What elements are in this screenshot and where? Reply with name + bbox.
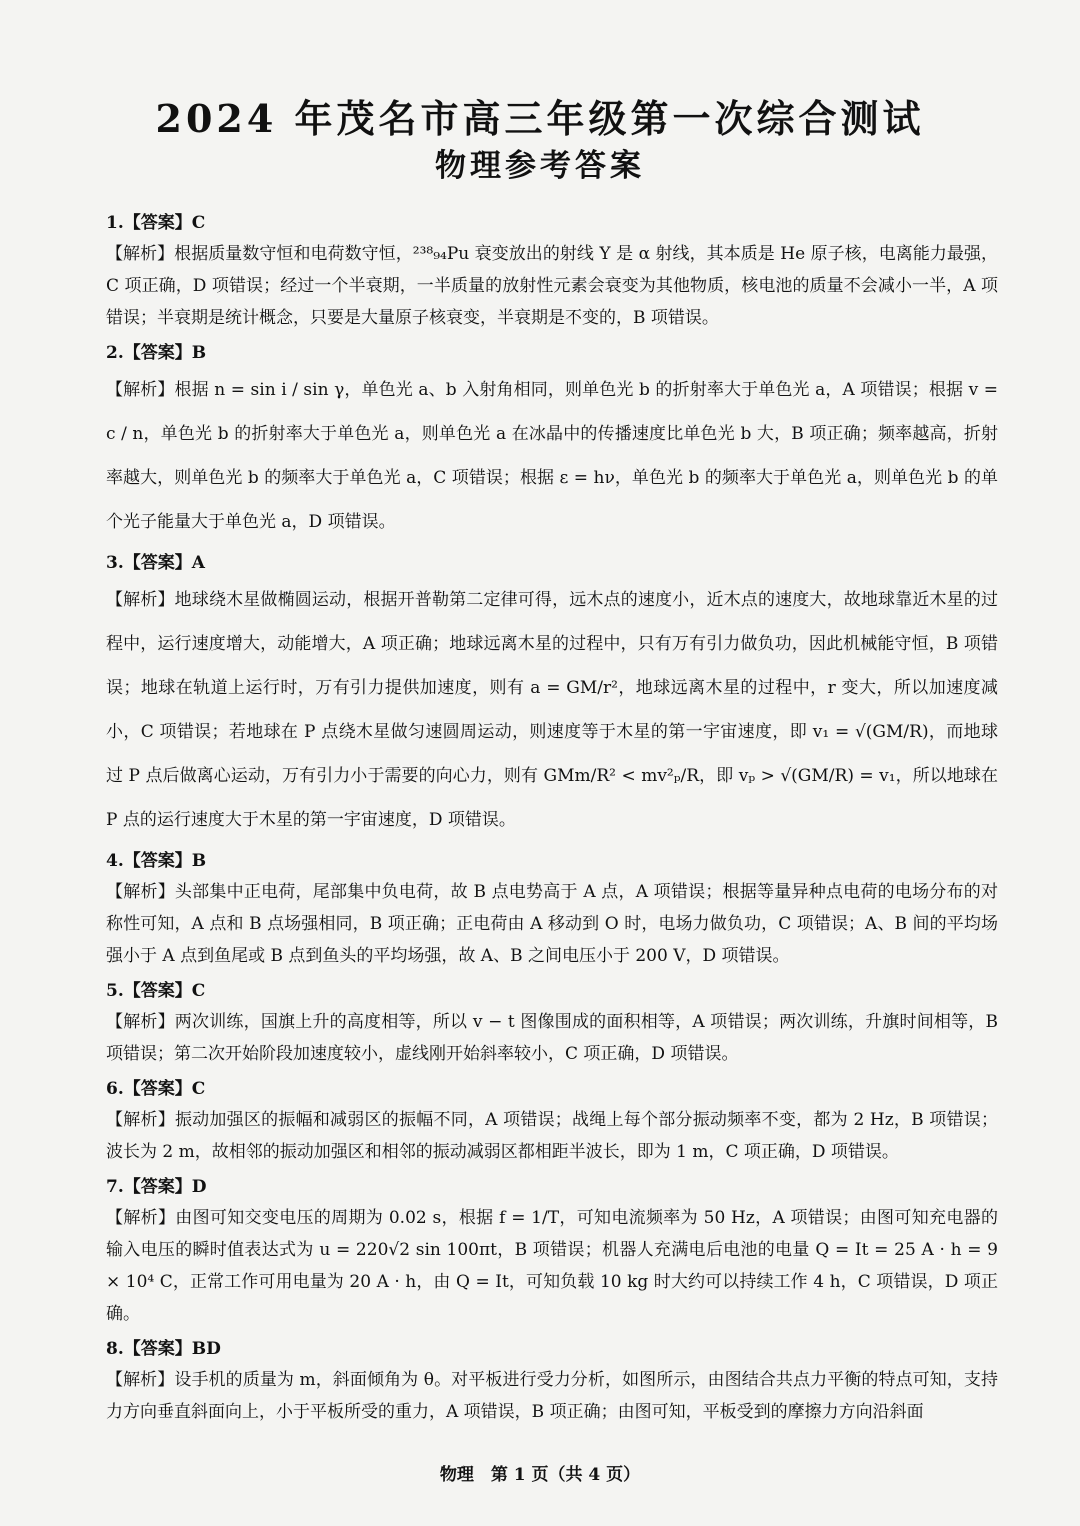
document-subtitle: 物理参考答案	[435, 148, 645, 184]
answer-label: 3.【答案】A	[106, 553, 205, 573]
answer-list	[106, 210, 998, 1434]
answer-label: 2.【答案】B	[106, 343, 207, 363]
answer-label: 4.【答案】B	[106, 851, 207, 871]
question-7	[106, 1174, 998, 1330]
question-2	[106, 340, 998, 544]
explanation-text: 【解析】头部集中正电荷，尾部集中负电荷，故 B 点电势高于 A 点，A 项错误；根据等量异种点电荷的电场分布的对称性可知，A 点和 B 点场强相同，B 项正确；正电荷由 A 移动到 O 时，电场力做负功，C 项错误；A、B 间的平均场强小于 A 点到鱼尾或 B 点到鱼头的平均场强，故 A、B 之间电压小于 200 V，D 项错误。	[106, 882, 998, 966]
explanation-text: 【解析】地球绕木星做椭圆运动，根据开普勒第二定律可得，远木点的速度小，近木点的速度大，故地球靠近木星的过程中，运行速度增大，动能增大，A 项正确；地球远离木星的过程中，只有万有引力做负功，因此机械能守恒，B 项错误；地球在轨道上运行时，万有引力提供加速度，则有 a = GM/r²，地球远离木星的过程中，r 变大，所以加速度减小，C 项错误；若地球在 P 点绕木星做匀速圆周运动，则速度等于木星的第一宇宙速度，即 v₁ = √(GM/R)，而地球过 P 点后做离心运动，万有引力小于需要的向心力，则有 GMm/R² < mv²ₚ/R，即 vₚ > √(GM/R) = v₁，所以地球在 P 点的运行速度大于木星的第一宇宙速度，D 项错误。	[106, 590, 998, 830]
question-8	[106, 1336, 998, 1428]
explanation-text: 【解析】由图可知交变电压的周期为 0.02 s，根据 f = 1/T，可知电流频率为 50 Hz，A 项错误；由图可知充电器的输入电压的瞬时值表达式为 u = 220√2 sin 100πt，B 项错误；机器人充满电后电池的电量 Q = It = 25 A · h = 9 × 10⁴ C，正常工作可用电量为 20 A · h，由 Q = It，可知负载 10 kg 时大约可以持续工作 4 h，C 项错误，D 项正确。	[106, 1208, 998, 1324]
explanation-text: 【解析】根据质量数守恒和电荷数守恒，²³⁸₉₄Pu 衰变放出的射线 Y 是 α 射线，其本质是 He 原子核，电离能力最强，C 项正确，D 项错误；经过一个半衰期，一半质量的放射性元素会衰变为其他物质，核电池的质量不会减小一半，A 项错误；半衰期是统计概念，只要是大量原子核衰变，半衰期是不变的，B 项错误。	[106, 244, 998, 328]
explanation-text: 【解析】根据 n = sin i / sin γ，单色光 a、b 入射角相同，则单色光 b 的折射率大于单色光 a，A 项错误；根据 v = c / n，单色光 b 的折射率大于单色光 a，则单色光 a 在冰晶中的传播速度比单色光 b 大，B 项正确；频率越高，折射率越大，则单色光 b 的频率大于单色光 a，C 项错误；根据 ε = hν，单色光 b 的频率大于单色光 a，则单色光 b 的单个光子能量大于单色光 a，D 项错误。	[106, 380, 998, 532]
question-4	[106, 848, 998, 972]
explanation-text: 【解析】两次训练，国旗上升的高度相等，所以 v − t 图像围成的面积相等，A 项错误；两次训练，升旗时间相等，B 项错误；第二次开始阶段加速度较小，虚线刚开始斜率较小，C 项正确，D 项错误。	[106, 1012, 998, 1064]
question-1	[106, 210, 998, 334]
explanation-text: 【解析】设手机的质量为 m，斜面倾角为 θ。对平板进行受力分析，如图所示，由图结合共点力平衡的特点可知，支持力方向垂直斜面向上，小于平板所受的重力，A 项错误，B 项正确；由图可知，平板受到的摩擦力方向沿斜面	[106, 1370, 998, 1422]
question-3	[106, 550, 998, 842]
question-5	[106, 978, 998, 1070]
question-6	[106, 1076, 998, 1168]
answer-label: 1.【答案】C	[106, 213, 206, 233]
answer-label: 5.【答案】C	[106, 981, 206, 1001]
page-footer: 物理 第 1 页（共 4 页）	[439, 1465, 641, 1485]
answer-label: 6.【答案】C	[106, 1079, 206, 1099]
answer-label: 8.【答案】BD	[106, 1339, 221, 1359]
document-title: 2024 年茂名市高三年级第一次综合测试	[155, 96, 925, 141]
answer-label: 7.【答案】D	[106, 1177, 207, 1197]
explanation-text: 【解析】振动加强区的振幅和减弱区的振幅不同，A 项错误；战绳上每个部分振动频率不变，都为 2 Hz，B 项错误；波长为 2 m，故相邻的振动加强区和相邻的振动减弱区都相距半波长，即为 1 m，C 项正确，D 项错误。	[106, 1110, 998, 1162]
